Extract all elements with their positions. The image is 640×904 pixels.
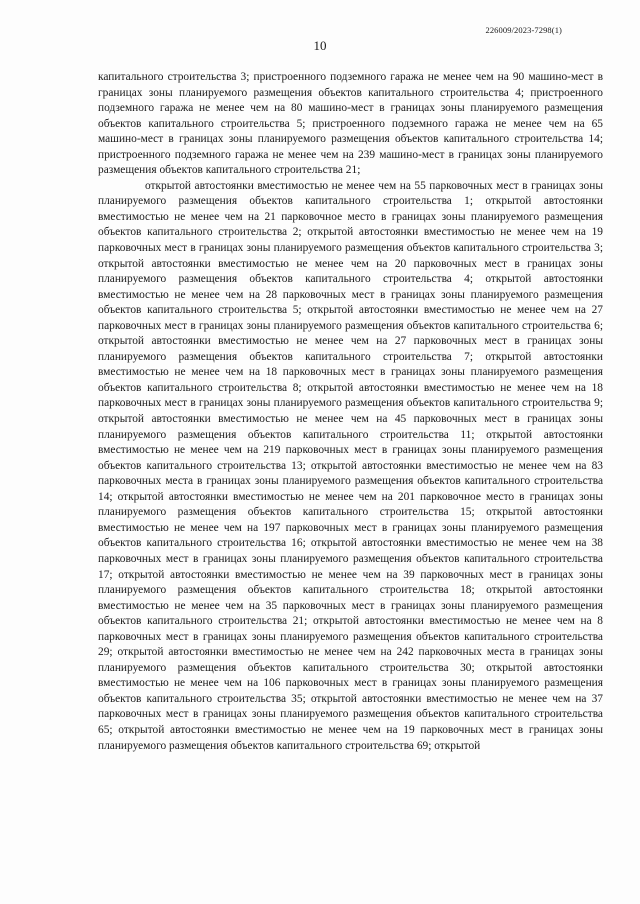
page-number: 10 bbox=[313, 38, 327, 53]
document-registration-number: 226009/2023-7298(1) bbox=[485, 25, 562, 35]
paragraph-open-parking: открытой автостоянки вместимостью не менее чем на 55 парковочных мест в границах зоны планируемого размещения объектов капитального строительства 1; открытой автостоянки вместимостью не менее чем на 21 парковочное место в границах зоны планируемого размещения объектов капитального строительства 2; открытой автостоянки вместимостью не менее чем на 19 парковочных мест в границах зоны планируемого размещения объектов капитального строительства 3; открытой автостоянки вместимостью не менее чем на 20 парковочных мест в границах зоны планируемого размещения объектов капитального строительства 4; открытой автостоянки вместимостью не менее чем на 28 парковочных мест в границах зоны планируемого размещения объектов капитального строительства 5; открытой автостоянки вместимостью не менее чем на 27 парковочных мест в границах зоны планируемого размещения объектов капитального строительства 6; открытой автостоянки вместимостью не менее чем на 27 парковочных мест в границах зоны планируемого размещения объектов капитального строительства 7; открытой автостоянки вместимостью не менее чем на 18 парковочных мест в границах зоны планируемого размещения объектов капитального строительства 8; открытой автостоянки вместимостью не менее чем на 18 парковочных мест в границах зоны планируемого размещения объектов капитального строительства 9; открытой автостоянки вместимостью не менее чем на 45 парковочных мест в границах зоны планируемого размещения объектов капитального строительства 11; открытой автостоянки вместимостью не менее чем на 219 парковочных мест в границах зоны планируемого размещения объектов капитального строительства 13; открытой автостоянки вместимостью не менее чем на 83 парковочных места в границах зоны планируемого размещения объектов капитального строительства 14; открытой автостоянки вместимостью не менее чем на 201 парковочное место в границах зоны планируемого размещения объектов капитального строительства 15; открытой автостоянки вместимостью не менее чем на 197 парковочных мест в границах зоны планируемого размещения объектов капитального строительства 16; открытой автостоянки вместимостью не менее чем на 38 парковочных мест в границах зоны планируемого размещения объектов капитального строительства 17; открытой автостоянки вместимостью не менее чем на 39 парковочных мест в границах зоны планируемого размещения объектов капитального строительства 18; открытой автостоянки вместимостью не менее чем на 35 парковочных мест в границах зоны планируемого размещения объектов капитального строительства 21; открытой автостоянки вместимостью не менее чем на 8 парковочных мест в границах зоны планируемого размещения объектов капитального строительства 29; открытой автостоянки вместимостью не менее чем на 242 парковочных места в границах зоны планируемого размещения объектов капитального строительства 30; открытой автостоянки вместимостью не менее чем на 106 парковочных мест в границах зоны планируемого размещения объектов капитального строительства 35; открытой автостоянки вместимостью не менее чем на 37 парковочных мест в границах зоны планируемого размещения объектов капитального строительства 65; открытой автостоянки вместимостью не менее чем на 19 парковочных мест в границах зоны планируемого размещения объектов капитального строительства 69; открытой bbox=[98, 179, 603, 752]
paragraph-garages: капитального строительства 3; пристроенного подземного гаража не менее чем на 90 машино-мест в границах зоны планируемого размещения объектов капитального строительства 4; пристроенного подземного гаража не менее чем на 80 машино-мест в границах зоны планируемого размещения объектов капитального строительства 5; пристроенного подземного гаража не менее чем на 65 машино-мест в границах зоны планируемого размещения объектов капитального строительства 14; пристроенного подземного гаража не менее чем на 239 машино-мест в границах зоны планируемого размещения объектов капитального строительства 21; bbox=[98, 71, 603, 177]
document-body bbox=[98, 70, 603, 754]
